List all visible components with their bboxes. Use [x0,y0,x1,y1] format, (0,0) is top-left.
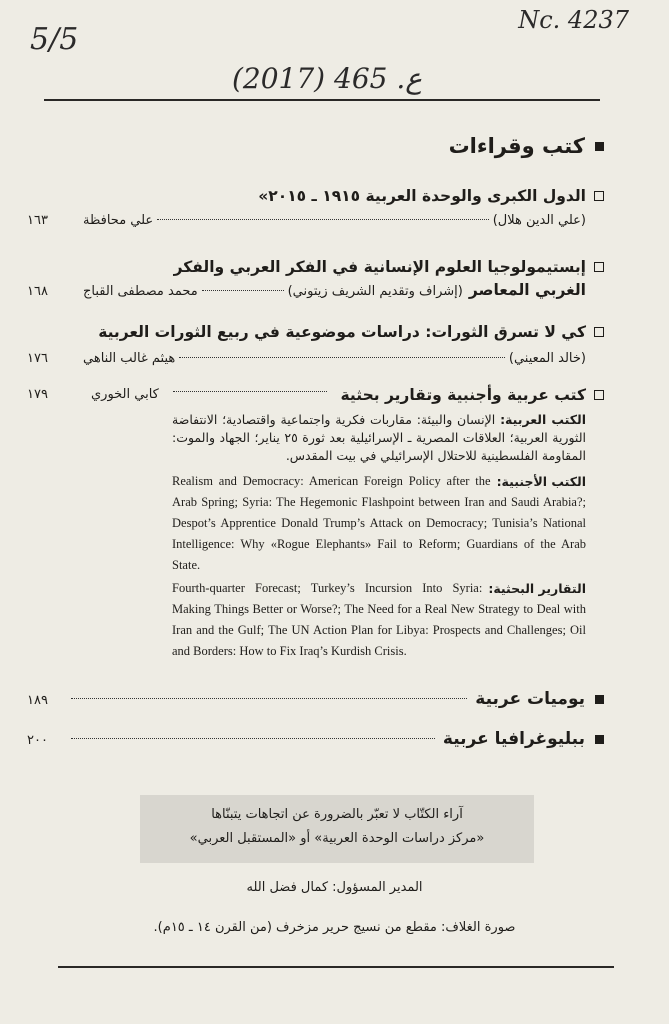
leader-dots [71,738,435,739]
leader-dots [202,290,284,291]
square-bullet-icon [595,735,604,744]
section-entry-title: ببليوغرافيا عربية [442,729,585,749]
entry-author: كابي الخوري [91,387,159,402]
cover-credit: صورة الغلاف: مقطع من نسيج حرير مزخرف (من القرن ١٤ ـ ١٥م). [153,920,516,935]
handwritten-catalog-number: Nc. 4237 [518,6,629,34]
checkbox-bullet-icon [594,327,604,337]
toc-section-entry[interactable] [27,729,604,749]
entry-title: الدول الكبرى والوحدة العربية ١٩١٥ ـ ٢٠١٥» [258,187,586,205]
entry-author: علي محافظة [83,213,154,228]
foreign-books-text: Realism and Democracy: American Foreign Policy after the Arab Spring; Syria: The Hegemonic Flashpoint between Iran and Saudi Arabia?; Despot’s Apprentice Donald Trump’s Attack on Democracy; Tunisia’s National Intelligence: Why «Rogue Elephants» Fail to Reform; Guardians of the Arab State. [172,474,586,572]
entry-page: ١٧٩ [27,387,48,402]
section-title-text: كتب وقراءات [448,134,585,158]
disclaimer-line-2: «مركز دراسات الوحدة العربية» أو «المستقبل العربي» [189,831,485,846]
editor-credit: المدير المسؤول: كمال فضل الله [246,880,423,895]
research-reports-label: التقارير البحثية: [488,581,586,596]
section-entry-page: ٢٠٠ [27,732,48,748]
research-reports-text: Fourth-quarter Forecast; Turkey’s Incursion Into Syria: Making Things Better or Worse?; The Need for a Real New Strategy to Deal with Iran and the Gulf; The UN Action Plan for Libya: Prospects and Challenges; Oil and Borders: How to Fix Iraq’s Kurdish Crisis. [172,581,586,658]
toc-entry[interactable] [27,320,604,370]
entry-note: (علي الدين هلال) [492,213,586,228]
entry-page: ١٧٦ [27,351,48,366]
entry-page: ١٦٨ [27,284,48,299]
arabic-books-label: الكتب العربية: [500,412,586,427]
foreign-books-label: الكتب الأجنبية: [496,474,586,489]
leader-dots [173,391,327,392]
square-bullet-icon [595,695,604,704]
entry-title: إبستيمولوجيا العلوم الإنسانية في الفكر العربي والفكر [173,258,586,276]
disclaimer-line-1: آراء الكتّاب لا تعبّر بالضرورة عن اتجاهات يتبنّاها [211,807,463,822]
arabic-books-paragraph [172,411,586,465]
square-bullet-icon [595,142,604,151]
entry-title: كي لا تسرق الثورات: دراسات موضوعية في ربيع الثورات العربية [98,323,586,341]
handwritten-issue-number: (2017) 465 .ع [232,62,422,95]
disclaimer-box [140,795,534,863]
entry-page: ١٦٣ [27,213,48,228]
toc-entry-books[interactable] [27,383,604,662]
leader-dots [157,219,489,220]
entry-title: كتب عربية وأجنبية وتقارير بحثية [340,386,586,404]
checkbox-bullet-icon [594,262,604,272]
entry-note: (خالد المعيني) [508,351,586,366]
checkbox-bullet-icon [594,191,604,201]
section-title [449,134,604,158]
top-divider [44,99,600,101]
entry-author: محمد مصطفى القباج [83,284,198,299]
section-entry-page: ١٨٩ [27,692,48,708]
bottom-divider [58,966,614,968]
section-entry-title: يوميات عربية [475,689,585,709]
handwritten-page-mark: 5/5 [30,22,79,57]
toc-entry[interactable] [27,184,604,232]
checkbox-bullet-icon [594,390,604,400]
entry-note: (إشراف وتقديم الشريف زيتوني) [287,284,463,299]
entry-title-continued: الغربي المعاصر [468,281,586,299]
toc-section-entry[interactable] [27,689,604,709]
arabic-books-text: الإنسان والبيئة: مقاربات فكرية واجتماعية واقتصادية؛ الانتفاضة الثورية العربية؛ العلاقات المصرية ـ الإسرائيلية بعد ثورة ٢٥ يناير؛ الجهاد والموت: المقاومة الفلسطينية للاحتلال الإسرائيلي في بيت المقدس. [172,412,586,463]
foreign-books-paragraph [172,471,586,576]
leader-dots [179,357,505,358]
research-reports-paragraph [172,578,586,662]
toc-entry[interactable] [27,255,604,303]
leader-dots [71,698,467,699]
entry-author: هيثم غالب الناهي [83,351,176,366]
